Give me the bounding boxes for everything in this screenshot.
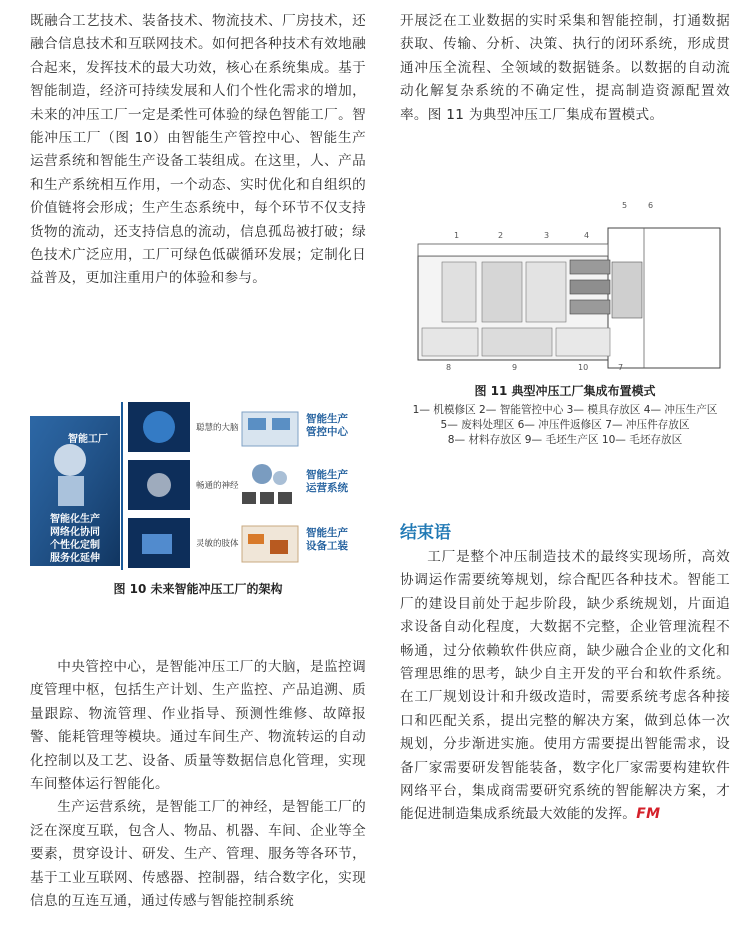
brain-icon <box>143 411 175 443</box>
layout-number: 5 <box>622 201 628 210</box>
right-paragraph-1: 开展泛在工业数据的实时采集和智能控制，打通数据获取、传输、分析、决策、执行的闭环系统，形成贯通冲压全流程、全领域的数据链条。以数据的自动流动化解复杂系统的不确定性，提高制造资源配置效率。图 11 为典型冲压工厂集成布置模式。 <box>400 13 730 123</box>
material-storage-area <box>422 328 478 356</box>
robot-head-icon <box>54 444 86 476</box>
robot-arm-icon <box>142 534 172 554</box>
row1-label-1: 智能生产 <box>306 413 348 425</box>
row2-label-2: 运营系统 <box>306 482 348 494</box>
legend-line-2: 5— 废料处理区 6— 冲压件返修区 7— 冲压件存放区 <box>440 419 690 431</box>
figure-11-caption: 图 11 典型冲压工厂集成布置模式 <box>474 384 656 398</box>
press-line-2 <box>570 280 610 294</box>
press-line-3 <box>570 300 610 314</box>
conclusion-section <box>400 518 730 827</box>
row3-label-1: 智能生产 <box>306 527 348 539</box>
center-text-1: 智能化生产 <box>50 514 100 525</box>
left-paragraph-1: 既融合工艺技术、装备技术、物流技术、厂房技术，还融合信息技术和互联网技术。如何把各种技术有效地融合起来，发挥技术的最大功效，核心在系统集成。基于智能制造，经济可持续发展和人们个性化需求的增加，未来的冲压工厂一定是柔性可体验的绿色智能工厂。智能冲压工厂（图 10）由智能生产管控中心、智能生产运营系统和智能生产设备工装组成。在这里，人、产品和生产系统相互作用，一个动态、实时优化和自组织的价值链将会形成；生产生态系统中，每个环节不仅支持货物的流动，还支持信息的流动，信息孤岛被打破；绿色技术广泛应用，工厂可绿色低碳循环发展；定制化日益普及，更加注重用户的体验和参与。 <box>30 13 366 287</box>
mold-repair-area <box>442 262 476 322</box>
press-line-1 <box>570 260 610 274</box>
layout-number: 4 <box>584 231 590 240</box>
fm-logo: FM <box>636 806 661 823</box>
left-column <box>30 10 366 291</box>
blank-storage-area <box>556 328 610 356</box>
factory-label: 智能工厂 <box>68 434 108 445</box>
layout-number: 2 <box>498 231 504 240</box>
figure-10-caption: 图 10 未来智能冲压工厂的架构 <box>113 582 283 596</box>
figure-11-legend <box>396 403 734 448</box>
legend-line-1: 1— 机模修区 2— 智能管控中心 3— 模具存放区 4— 冲压生产区 <box>412 404 718 416</box>
layout-number: 1 <box>454 231 460 240</box>
center-text-3: 个性化定制 <box>50 540 100 551</box>
layout-number: 7 <box>618 363 624 372</box>
layout-number: 10 <box>578 363 589 372</box>
figure-11-layout <box>412 198 724 374</box>
row2-small-label: 畅通的神经 <box>196 481 239 491</box>
conclusion-paragraph-wrap <box>400 546 730 827</box>
press-production-area <box>612 262 642 318</box>
row3-label-2: 设备工装 <box>306 540 348 552</box>
layout-number: 3 <box>544 231 550 240</box>
right-column-top <box>400 10 730 127</box>
blank-production-area <box>482 328 552 356</box>
layout-number: 6 <box>648 201 654 210</box>
legend-line-3: 8— 材料存放区 9— 毛坯生产区 10— 毛坯存放区 <box>447 434 683 446</box>
figure-11 <box>412 198 724 374</box>
layout-number: 9 <box>512 363 518 372</box>
gear-icon <box>252 464 272 484</box>
mold-storage-area <box>526 262 566 322</box>
layout-number: 8 <box>446 363 452 372</box>
figure-10 <box>30 398 366 574</box>
left-paragraph-2: 中央管控中心，是智能冲压工厂的大脑，是监控调度管理中枢，包括生产计划、生产监控、产品追溯、质量跟踪、物流管理、作业指导、预测性维修、故障报警、能耗管理等模块。通过车间生产、物流转运的自动化控制以及工艺、设备、质量等数据信息化管理，实现车间整体运行智能化。 <box>30 659 366 793</box>
center-text-4: 服务化延伸 <box>50 553 100 564</box>
row3-small-label: 灵敏的肢体 <box>196 539 239 549</box>
control-center-area <box>482 262 522 322</box>
row2-label-1: 智能生产 <box>306 469 348 481</box>
row1-small-label: 聪慧的大脑 <box>196 423 239 433</box>
left-paragraph-3: 生产运营系统，是智能工厂的神经，是智能工厂的泛在深度互联，包含人、物品、机器、车间、企业等全要素，贯穿设计、研发、生产、管理、服务等各环节，基于工业互联网、传感器、控制器，结合数字化，实现信息的互连互通，通过传感与智能控制系统 <box>30 799 366 910</box>
row1-label-2: 管控中心 <box>306 426 348 438</box>
neuron-icon <box>147 473 171 497</box>
figure-10-diagram <box>30 398 366 574</box>
center-text-2: 网络化协同 <box>50 527 100 538</box>
conclusion-paragraph: 工厂是整个冲压制造技术的最终实现场所，高效协调运作需要统筹规划，综合配匹各种技术。智能工厂的建设目前处于起步阶段，缺少系统规划，片面追求设备自动化程度，大数据不完整，企业管理流程不畅通，过分依赖软件供应商，缺少融合企业的文化和管理思维的思考，缺少自主开发的平台和软件系统。在工厂规划设计和升级改造时，需要系统考虑各种接口和匹配关系，提出完整的解决方案，做到总体一次规划，分步渐进实施。使用方需要提出智能需求，设备厂家需要研发智能装备，数字化厂家需要构建软件网络平台，集成商需要研究系统的智能解决方案，才能促进制造集成系统最大效能的发挥。 <box>400 549 730 823</box>
section-title: 结束语 <box>400 523 451 543</box>
left-column-lower <box>30 656 366 913</box>
